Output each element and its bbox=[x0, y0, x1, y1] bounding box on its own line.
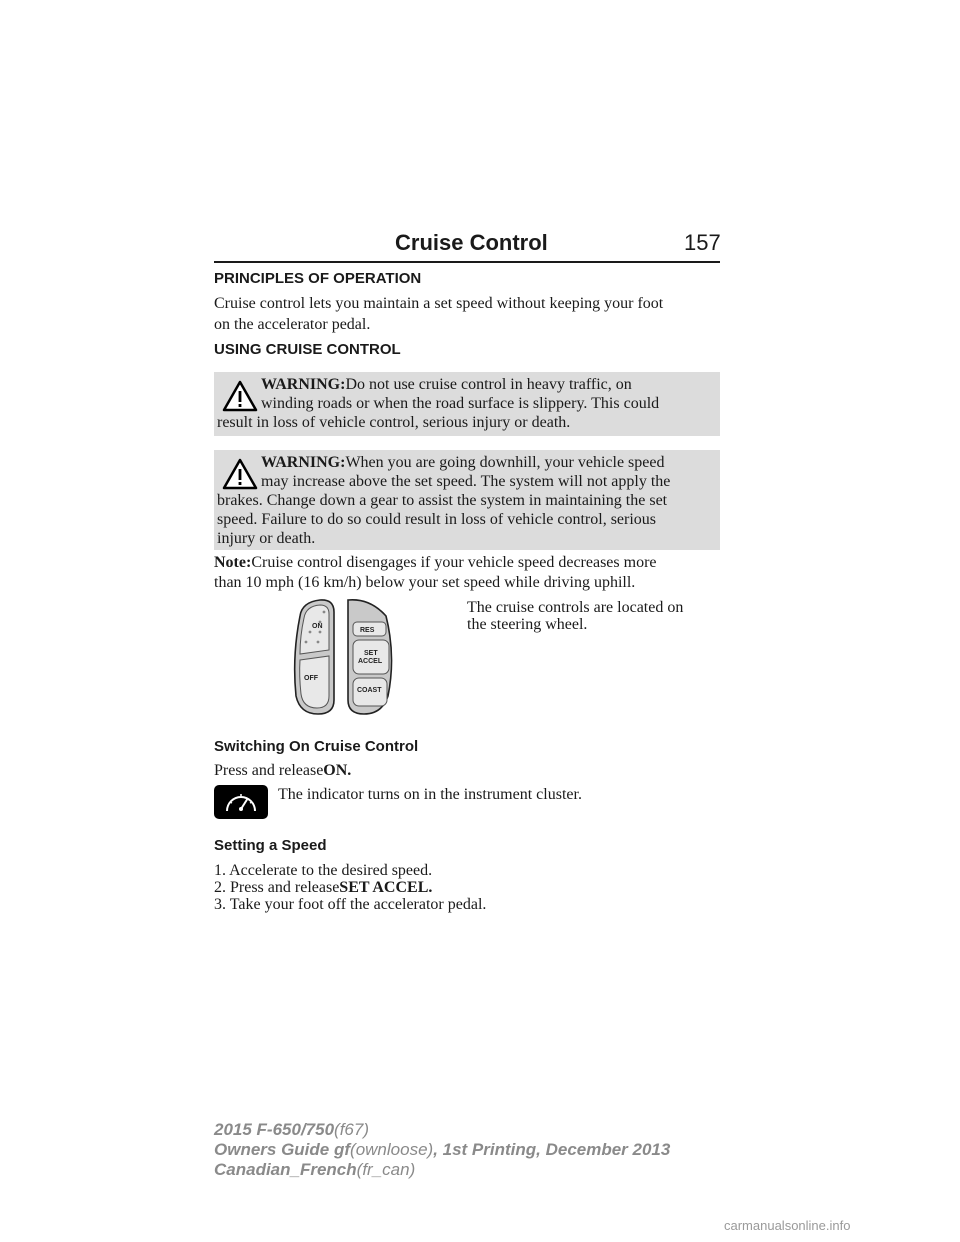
footer-language: Canadian_French bbox=[214, 1160, 357, 1179]
footer-model-code: (f67) bbox=[334, 1120, 370, 1139]
setting-step-1: 1. Accelerate to the desired speed. bbox=[214, 862, 433, 879]
warning-2-line-2: may increase above the set speed. The system will not apply the bbox=[261, 473, 671, 490]
warning-1-line-1: Do not use cruise control in heavy traffic, on bbox=[345, 376, 632, 393]
setting-heading: Setting a Speed bbox=[214, 837, 327, 854]
coast-button-label: COAST bbox=[357, 687, 382, 694]
page-number: 157 bbox=[684, 230, 721, 255]
cruise-controls-illustration bbox=[290, 596, 402, 716]
warning-triangle-icon bbox=[222, 458, 258, 490]
note-label: Note: bbox=[214, 554, 252, 571]
res-button-label: RES bbox=[360, 627, 375, 634]
principles-line-1: Cruise control lets you maintain a set speed without keeping your foot bbox=[214, 295, 664, 312]
set-button-label: SET bbox=[364, 650, 378, 657]
setting-step-2-key: SET ACCEL. bbox=[339, 879, 433, 896]
cruise-indicator-icon bbox=[214, 785, 268, 819]
note-line-1: Cruise control disengages if your vehicle speed decreases more bbox=[251, 554, 657, 571]
principles-heading: PRINCIPLES OF OPERATION bbox=[214, 270, 422, 287]
warning-box-2 bbox=[214, 450, 720, 550]
footer-guide: Owners Guide gf bbox=[214, 1140, 351, 1159]
indicator-text: The indicator turns on in the instrument cluster. bbox=[278, 786, 582, 803]
warning-1-label: WARNING: bbox=[261, 376, 346, 393]
switching-instruction-key: ON. bbox=[323, 762, 352, 779]
footer-model: 2015 F-650/750 bbox=[214, 1120, 335, 1139]
warning-1-line-2: winding roads or when the road surface is slippery. This could bbox=[261, 395, 660, 412]
principles-line-2: on the accelerator pedal. bbox=[214, 316, 371, 333]
warning-1-line-3: result in loss of vehicle control, serious injury or death. bbox=[217, 414, 571, 431]
off-button-label: OFF bbox=[304, 675, 318, 682]
page-title: Cruise Control bbox=[395, 230, 548, 255]
print-footer bbox=[214, 1120, 670, 1180]
controls-caption-line-1: The cruise controls are located on bbox=[467, 599, 684, 616]
footer-language-code: (fr_can) bbox=[356, 1160, 416, 1179]
footer-printing: , 1st Printing, December 2013 bbox=[433, 1140, 671, 1159]
switching-heading: Switching On Cruise Control bbox=[214, 738, 419, 755]
warning-2-label: WARNING: bbox=[261, 454, 346, 471]
setting-step-3: 3. Take your foot off the accelerator pedal. bbox=[214, 896, 487, 913]
warning-2-line-1: When you are going downhill, your vehicle speed bbox=[345, 454, 665, 471]
on-button-label: ON bbox=[312, 623, 323, 630]
note-line-2: than 10 mph (16 km/h) below your set speed while driving uphill. bbox=[214, 574, 636, 591]
warning-triangle-icon bbox=[222, 380, 258, 412]
accel-button-label: ACCEL bbox=[358, 658, 383, 665]
speedometer-icon bbox=[214, 785, 268, 819]
switching-instruction: Press and release bbox=[214, 762, 324, 779]
warning-2-line-5: injury or death. bbox=[217, 530, 316, 547]
header-rule bbox=[214, 261, 720, 263]
watermark: carmanualsonline.info bbox=[724, 1218, 851, 1233]
footer-guide-code: (ownloose) bbox=[350, 1140, 434, 1159]
using-heading: USING CRUISE CONTROL bbox=[214, 341, 401, 358]
setting-step-2: 2. Press and release bbox=[214, 879, 340, 896]
off-button-shape bbox=[300, 656, 329, 708]
warning-2-line-4: speed. Failure to do so could result in loss of vehicle control, serious bbox=[217, 511, 657, 528]
warning-box-1 bbox=[214, 372, 720, 436]
set-accel-button-shape bbox=[353, 640, 389, 674]
warning-2-line-3: brakes. Change down a gear to assist the system in maintaining the set bbox=[217, 492, 668, 509]
controls-caption-line-2: the steering wheel. bbox=[467, 616, 588, 633]
